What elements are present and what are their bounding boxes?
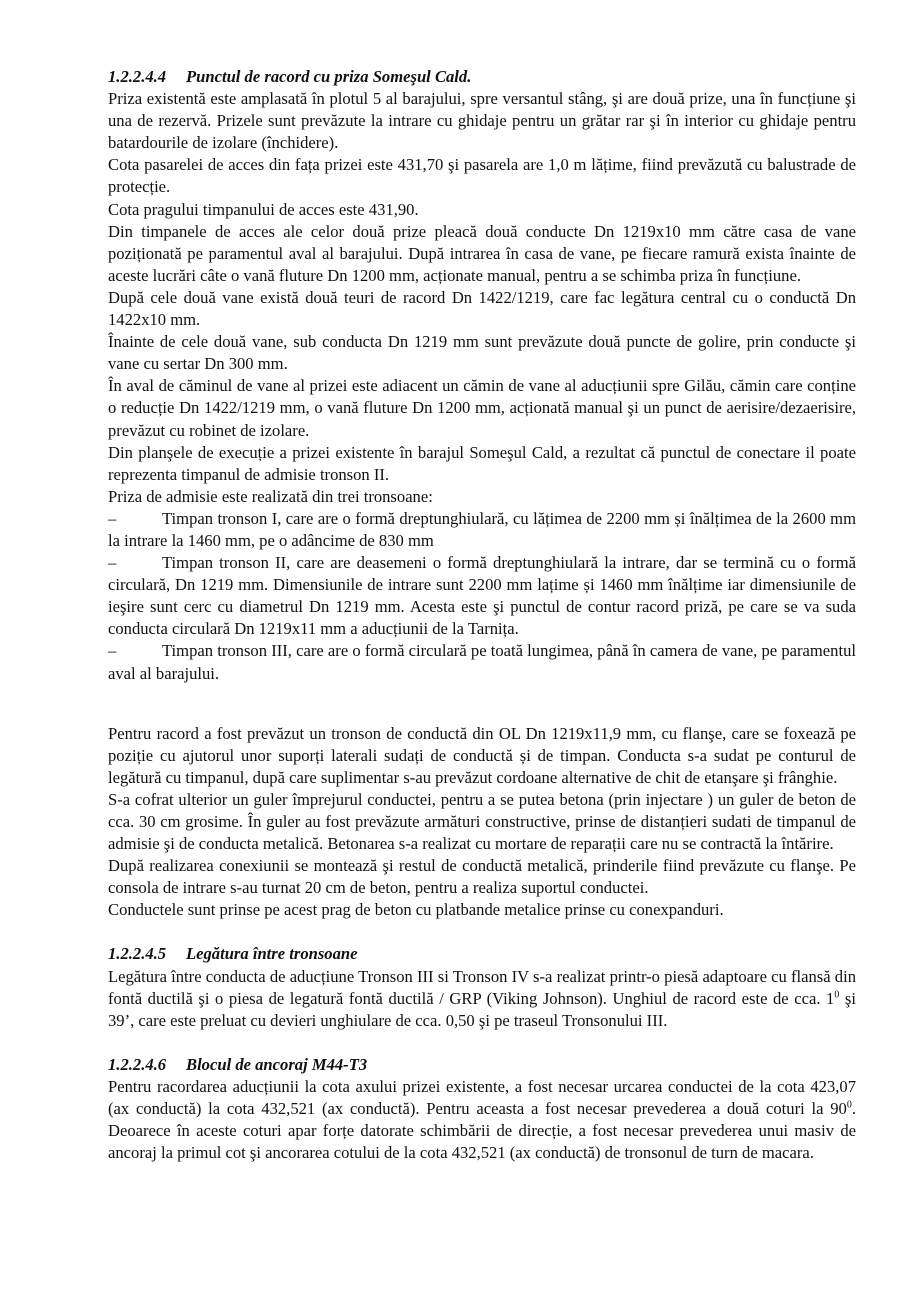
paragraph [108,966,856,1032]
degree-superscript: 0 [834,989,840,1001]
section-heading-1-2-2-4-6 [108,1054,856,1076]
spacer [108,685,856,707]
paragraph-text: . Deoarece în aceste coturi apar forțe datorate schimbării de direcție, a fost necesar prevederea unui masiv de ancoraj la primul cot şi ancorarea cotului de la cota 432,521 (ax conductă) de tronsonul de turn de macara. [108,1099,856,1163]
paragraph-text: Legătura între conducta de aducțiune Tronson III si Tronson IV s-a realizat printr-o piesă adaptoare cu flansă din fontă ductilă şi o piesa de legatură fontă ductilă / GRP (Viking Johnson). Unghiul de racord este de cca. 1 [108,966,856,1008]
paragraph: Din timpanele de acces ale celor două prize pleacă două conducte Dn 1219x10 mm către casa de vane poziționată pe paramentul aval al barajului. După intrarea în casa de vane, pe fiecare ramură exista înainte de aceste lucrări câte o vană fluture Dn 1200 mm, acționate manual, pentru a se schimba priza în funcțiune. [108,221,856,285]
section-title: Punctul de racord cu priza Someşul Cald. [186,67,472,86]
paragraph: Pentru racord a fost prevăzut un tronson de conductă din OL Dn 1219x11,9 mm, cu flanşe, care se foxează pe poziție cu ajutorul unor suporți laterali sudați de conductă și de timpan. Conducta s-a sudat pe conturul de legătură cu timpanul, după care suplimentar s-au prevăzut cordoane alternative de chit de etanşare şi frânghie. [108,723,856,787]
paragraph [108,1076,856,1164]
section-title: Legătura între tronsoane [186,944,358,964]
spacer [108,1032,856,1054]
dash-bullet-icon: – [108,508,117,528]
paragraph: Cota pragului timpanului de acces este 431,90. [108,199,419,219]
section-title: Blocul de ancoraj M44-T3 [186,1054,368,1074]
paragraph: S-a cofrat ulterior un guler împrejurul conductei, pentru a se putea betona (prin injectare ) un guler de beton de cca. 30 cm grosime. În guler au fost prevăzute armături constructive, prinse de distanțieri sudati de timpanul de admisie şi de conducta metalică. Betonarea s-a realizat cu mortare de reparații care nu se contractă la întărire. [108,789,856,854]
paragraph: Din planşele de execuție a prizei existente în barajul Someşul Cald, a rezultat că punctul de conectare il poate reprezenta timpanul de admisie tronson II. [108,442,856,484]
paragraph: După cele două vane există două teuri de racord Dn 1422/1219, care fac legătura central cu o conductă Dn 1422x10 mm. [108,287,856,330]
paragraph: Priza existentă este amplasată în plotul 5 al barajului, spre versantul stâng, şi are două prize, una în funcțiune şi una de rezervă. Prizele sunt prevăzute la intrare cu ghidaje pentru un grătar rar şi în interior cu ghidaje pentru batardourile de izolare (închidere). [108,89,856,153]
dash-bullet-icon: – [108,641,117,661]
paragraph: Conductele sunt prinse pe acest prag de beton cu platbande metalice prinse cu conexpanduri. [108,900,724,920]
list-item-text: Timpan tronson II, care are deasemeni o formă dreptunghiulară la intrare, dar se termină cu o formă circulară, Dn 1219 mm. Dimensiunile de intrare sunt 2200 mm lațime și 1460 mm înălțime iar dimensiunile de ieşire sunt cerc cu diametrul Dn 1219 mm. Acesta este şi punctul de contur racord priză, pe care se va suda conducta circulară Dn 1219x11 mm a aducțiunii de la Tarnița. [108,553,856,639]
document-page [108,66,856,1164]
paragraph: După realizarea conexiunii se montează şi restul de conductă metalică, prinderile fiind prevăzute cu flanşe. Pe consola de intrare s-au turnat 20 cm de beton, pentru a realiza suportul conductei. [108,856,856,898]
degree-superscript: 0 [846,1099,852,1111]
list-item [108,508,856,552]
paragraph-text: Pentru racordarea aducțiunii la cota axului prizei existente, a fost necesar urcarea conductei de la cota 423,07 (ax conductă) la cota 432,521 (ax conductă). Pentru aceasta a fost necesar prevederea a două coturi la 90 [108,1076,856,1119]
paragraph: Priza de admisie este realizată din trei tronsoane: [108,486,433,506]
paragraph: Înainte de cele două vane, sub conducta Dn 1219 mm sunt prevăzute două puncte de golire, prin conducte şi vane cu sertar Dn 300 mm. [108,332,856,374]
section-number: 1.2.2.4.4 [108,67,167,86]
section-number: 1.2.2.4.6 [108,1054,167,1074]
list-item-text: Timpan tronson III, care are o formă circulară pe toată lungimea, până în camera de vane, pe paramentul aval al barajului. [108,641,856,683]
list-item-text: Timpan tronson I, care are o formă dreptunghiulară, cu lățimea de 2200 mm și înălțimea de la 2600 mm la intrare la 1460 mm, pe o adâncime de 830 mm [108,508,856,550]
dash-bullet-icon: – [108,553,117,573]
paragraph-text: şi 39’, care este preluat cu devieri unghiulare de cca. 0,50 şi pe traseul Tronsonului III. [108,988,857,1030]
paragraph: În aval de căminul de vane al prizei este adiacent un cămin de vane al aducțiunii spre Gilău, cămin care conține o reducție Dn 1422/1219 mm, o vană fluture Dn 1200 mm, acționată manual şi un punct de aerisire/dezaerisire, prevăzut cu robinet de izolare. [108,376,856,440]
spacer [108,921,856,943]
section-number: 1.2.2.4.5 [108,944,167,964]
section-heading-1-2-2-4-4 [108,66,856,88]
list-item [108,552,856,640]
section-heading-1-2-2-4-5 [108,943,856,965]
list-item [108,640,856,684]
spacer [108,707,856,723]
paragraph: Cota pasarelei de acces din fața prizei este 431,70 şi pasarela are 1,0 m lățime, fiind prevăzută cu balustrade de protecție. [108,155,856,197]
